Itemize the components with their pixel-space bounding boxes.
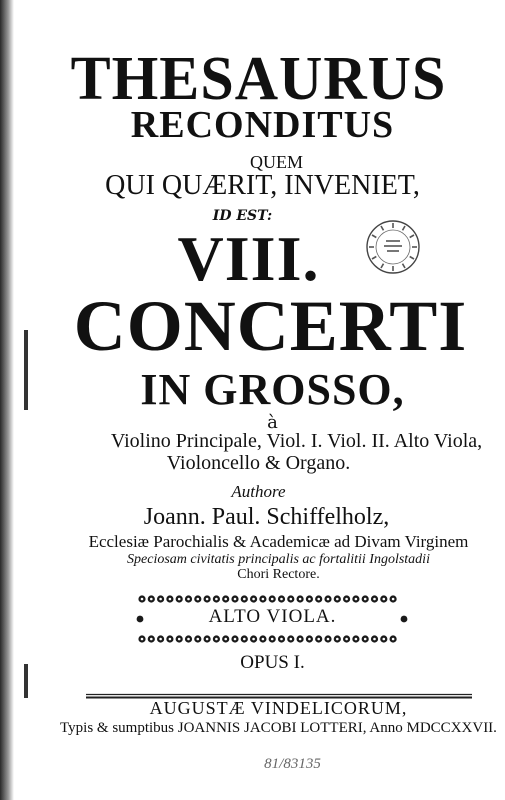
author-name: Joann. Paul. Schiffelholz, bbox=[143, 504, 390, 530]
ornament-pearl-highlight bbox=[187, 598, 190, 601]
ornament-pearl-highlight bbox=[150, 638, 153, 641]
divider-rule bbox=[86, 684, 472, 690]
ornament-pearl-highlight bbox=[290, 638, 293, 641]
ornament-pearl-highlight bbox=[234, 598, 237, 601]
ornament-pearl-highlight bbox=[336, 598, 339, 601]
ornament-pearl-highlight bbox=[373, 598, 376, 601]
shelfmark: 81/83135 bbox=[264, 756, 321, 772]
opus-number: OPUS I. bbox=[240, 652, 305, 673]
ornament-pearl-highlight bbox=[280, 638, 283, 641]
ornament-pearl-highlight bbox=[215, 598, 218, 601]
ornament-pearl-highlight bbox=[159, 598, 162, 601]
ornament-pearl-highlight bbox=[308, 638, 311, 641]
part-name: ALTO VIOLA. bbox=[208, 606, 337, 627]
ornament-pearl-highlight bbox=[169, 638, 172, 641]
ornament-pearl-highlight bbox=[206, 638, 209, 641]
ornament-pearl-highlight bbox=[299, 638, 302, 641]
ornament-pearl-highlight bbox=[383, 598, 386, 601]
title-id-est: ID EST: bbox=[212, 208, 273, 224]
title-qui-quaerit: QUI QUÆRIT, INVENIET, bbox=[105, 170, 420, 201]
ornament-pearl-highlight bbox=[262, 638, 265, 641]
title-quem: QUEM bbox=[250, 152, 303, 172]
ornament-pearl-highlight bbox=[224, 638, 227, 641]
ornament-pearl-highlight bbox=[187, 638, 190, 641]
ornament-pearl-highlight bbox=[262, 598, 265, 601]
ornament-pearl-highlight bbox=[141, 638, 144, 641]
instrumentation-line2: Violoncello & Organo. bbox=[166, 452, 351, 474]
ornament-pearl-highlight bbox=[345, 598, 348, 601]
ornament-pearl-highlight bbox=[159, 638, 162, 641]
ornament-pearl-highlight bbox=[290, 598, 293, 601]
ornament-pearl-highlight bbox=[383, 638, 386, 641]
ornament-pearl-highlight bbox=[355, 598, 358, 601]
title-viii: VIII. bbox=[177, 223, 320, 294]
ornament-pearl-highlight bbox=[197, 598, 200, 601]
author-position-line2: Speciosam civitatis principalis ac fortalitii Ingolstadii bbox=[127, 552, 430, 567]
ornament-pearl-highlight bbox=[327, 598, 330, 601]
ornament-pearl-highlight bbox=[373, 638, 376, 641]
ornament-pearl-highlight bbox=[299, 598, 302, 601]
ornament-pearl-highlight bbox=[141, 598, 144, 601]
ornament-pearl-highlight bbox=[364, 598, 367, 601]
ornament-pearl-highlight bbox=[271, 638, 274, 641]
imprint-place: AUGUSTÆ VINDELICORUM, bbox=[149, 698, 408, 718]
ornament-pearl-highlight bbox=[243, 638, 246, 641]
author-position-line1: Ecclesiæ Parochialis & Academicæ ad Divam Virginem bbox=[88, 532, 469, 551]
ornament-pearl-highlight bbox=[336, 638, 339, 641]
imprint-printer: Typis & sumptibus JOANNIS JACOBI LOTTERI, Anno MDCCXXVII. bbox=[60, 720, 497, 736]
ornament-pearl-highlight bbox=[150, 598, 153, 601]
ornament-pearl-highlight bbox=[234, 638, 237, 641]
ornament-pearl-highlight bbox=[178, 598, 181, 601]
library-stamp-icon bbox=[364, 218, 422, 276]
ornament-pearl-highlight bbox=[280, 598, 283, 601]
title-concerti: CONCERTI bbox=[73, 286, 468, 366]
instrumentation-line1: Violino Principale, Viol. I. Viol. II. Alto Viola, bbox=[110, 430, 483, 452]
ornament-pearl-highlight bbox=[392, 598, 395, 601]
ornament-pearl-highlight bbox=[317, 598, 320, 601]
ornament-pearl-highlight bbox=[224, 598, 227, 601]
ornament-pearl-highlight bbox=[243, 598, 246, 601]
author-position-line3: Chori Rectore. bbox=[237, 567, 320, 582]
ornament-pearl-highlight bbox=[392, 638, 395, 641]
ornament-pearl-highlight bbox=[327, 638, 330, 641]
ornament-pearl-highlight bbox=[345, 638, 348, 641]
ornament-pearl-highlight bbox=[197, 638, 200, 641]
title-thesaurus: THESAURUS bbox=[70, 43, 447, 113]
title-in-grosso: IN GROSSO, bbox=[140, 365, 405, 414]
ornament-pearl-highlight bbox=[355, 638, 358, 641]
ornament-pearl-highlight bbox=[364, 638, 367, 641]
ornament-pearl-highlight bbox=[271, 598, 274, 601]
ornament-pearl-highlight bbox=[252, 638, 255, 641]
title-a: à bbox=[267, 412, 278, 433]
ornament-pearl-highlight bbox=[215, 638, 218, 641]
ornament-pearl-highlight bbox=[169, 598, 172, 601]
ornament-pearl-highlight bbox=[252, 598, 255, 601]
ornament-pearl-highlight bbox=[178, 638, 181, 641]
ornament-pearl-highlight bbox=[308, 598, 311, 601]
title-reconditus: RECONDITUS bbox=[130, 104, 395, 146]
ornament-pearl-highlight bbox=[206, 598, 209, 601]
authore-label: Authore bbox=[231, 482, 286, 501]
ornament-pearl-highlight bbox=[317, 638, 320, 641]
